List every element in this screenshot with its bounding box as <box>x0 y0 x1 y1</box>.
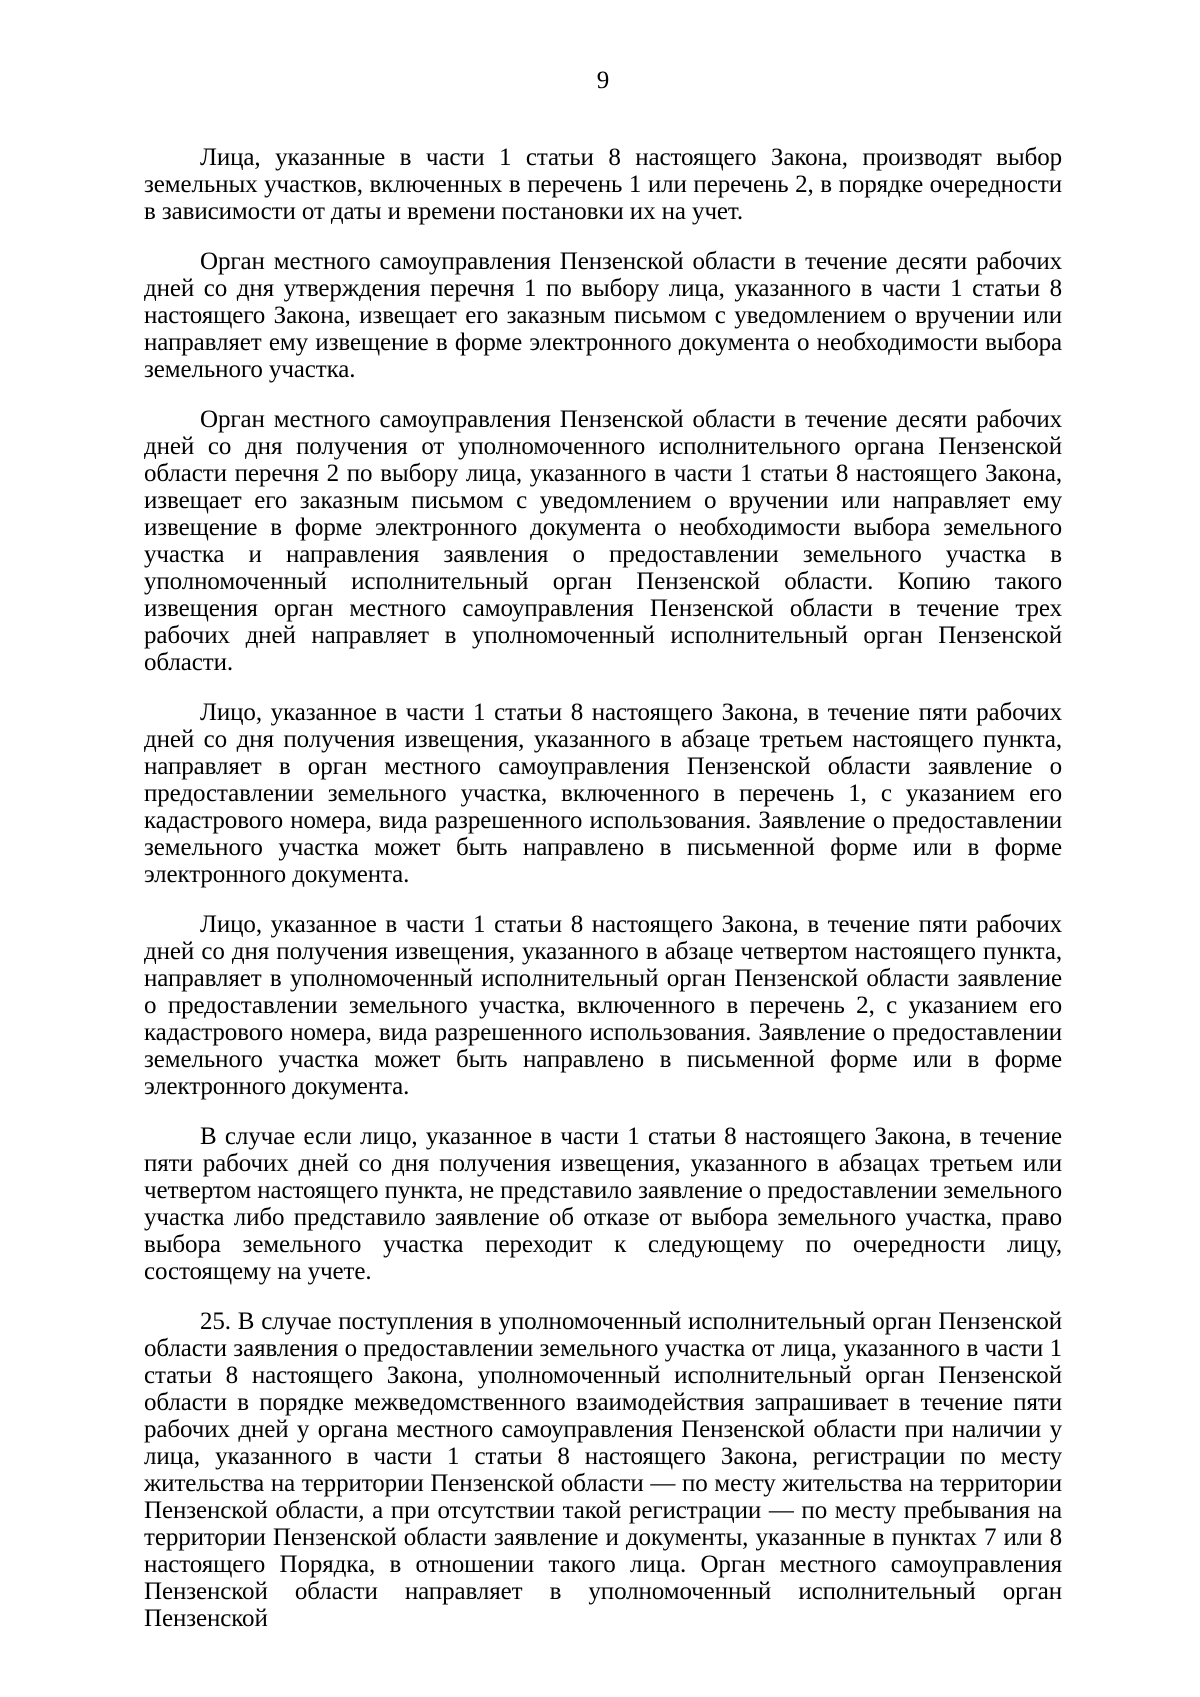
paragraph-4: Лицо, указанное в части 1 статьи 8 настоящего Закона, в течение пяти рабочих дней со дня получения извещения, указанного в абзаце третьем настоящего пункта, направляет в орган местного самоуправления Пензенской области заявление о предоставлении земельного участка, включенного в перечень 1, с указанием его кадастрового номера, вида разрешенного использования. Заявление о предоставлении земельного участка может быть направлено в письменной форме или в форме электронного документа. <box>144 699 1062 888</box>
paragraph-7: 25. В случае поступления в уполномоченный исполнительный орган Пензенской области заявления о предоставлении земельного участка от лица, указанного в части 1 статьи 8 настоящего Закона, уполномоченный исполнительный орган Пензенской области в порядке межведомственного взаимодействия запрашивает в течение пяти рабочих дней у органа местного самоуправления Пензенской области при наличии у лица, указанного в части 1 статьи 8 настоящего Закона, регистрации по месту жительства на территории Пензенской области — по месту жительства на территории Пензенской области, а при отсутствии такой регистрации — по месту пребывания на территории Пензенской области заявление и документы, указанные в пунктах 7 или 8 настоящего Порядка, в отношении такого лица. Орган местного самоуправления Пензенской области направляет в уполномоченный исполнительный орган Пензенской <box>144 1308 1062 1632</box>
paragraph-6: В случае если лицо, указанное в части 1 статьи 8 настоящего Закона, в течение пяти рабочих дней со дня получения извещения, указанного в абзацах третьем или четвертом настоящего пункта, не представило заявление о предоставлении земельного участка либо представило заявление об отказе от выбора земельного участка, право выбора земельного участка переходит к следующему по очередности лицу, состоящему на учете. <box>144 1123 1062 1285</box>
paragraph-2: Орган местного самоуправления Пензенской области в течение десяти рабочих дней со дня утверждения перечня 1 по выбору лица, указанного в части 1 статьи 8 настоящего Закона, извещает его заказным письмом с уведомлением о вручении или направляет ему извещение в форме электронного документа о необходимости выбора земельного участка. <box>144 248 1062 383</box>
paragraph-5: Лицо, указанное в части 1 статьи 8 настоящего Закона, в течение пяти рабочих дней со дня получения извещения, указанного в абзаце четвертом настоящего пункта, направляет в уполномоченный исполнительный орган Пензенской области заявление о предоставлении земельного участка, включенного в перечень 2, с указанием его кадастрового номера, вида разрешенного использования. Заявление о предоставлении земельного участка может быть направлено в письменной форме или в форме электронного документа. <box>144 911 1062 1100</box>
paragraph-3: Орган местного самоуправления Пензенской области в течение десяти рабочих дней со дня получения от уполномоченного исполнительного органа Пензенской области перечня 2 по выбору лица, указанного в части 1 статьи 8 настоящего Закона, извещает его заказным письмом с уведомлением о вручении или направляет ему извещение в форме электронного документа о необходимости выбора земельного участка и направления заявления о предоставлении земельного участка в уполномоченный исполнительный орган Пензенской области. Копию такого извещения орган местного самоуправления Пензенской области в течение трех рабочих дней направляет в уполномоченный исполнительный орган Пензенской области. <box>144 406 1062 676</box>
page-number: 9 <box>596 67 610 94</box>
paragraph-1: Лица, указанные в части 1 статьи 8 настоящего Закона, производят выбор земельных участков, включенных в перечень 1 или перечень 2, в порядке очередности в зависимости от даты и времени постановки их на учет. <box>144 144 1062 225</box>
